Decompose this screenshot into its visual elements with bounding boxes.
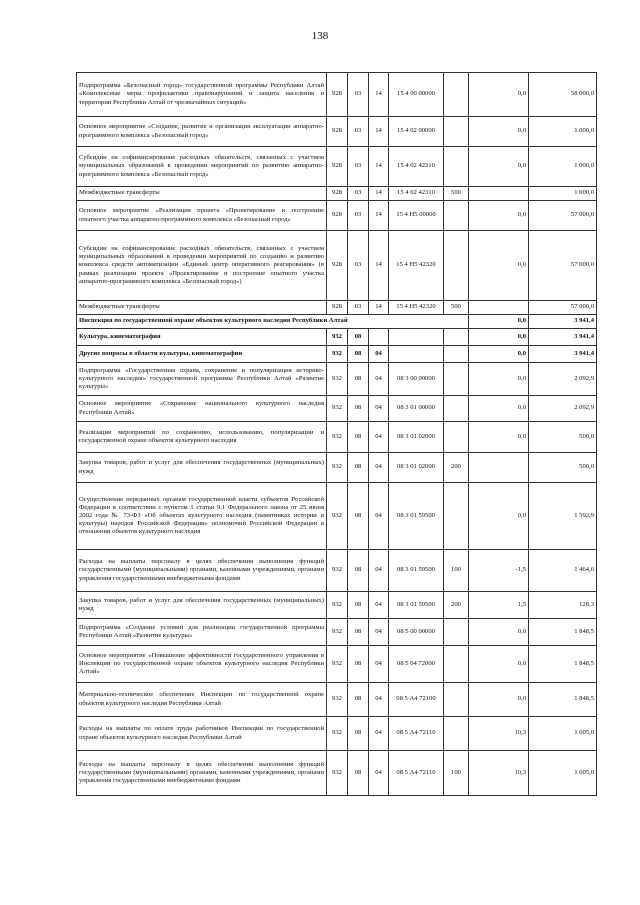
budget-table [76, 72, 597, 796]
total-amount-cell: 128,3 [529, 592, 597, 619]
table-row [77, 453, 597, 483]
admin-code-cell: 928 [327, 201, 348, 231]
expense-type-cell [444, 73, 469, 117]
expense-type-cell [444, 231, 469, 301]
admin-code-cell: 932 [327, 592, 348, 619]
section-code-cell: 03 [348, 147, 369, 187]
subsection-code-cell: 04 [369, 422, 389, 453]
target-article-cell: 15 4 02 00000 [389, 117, 444, 147]
total-amount-cell: 3 941,4 [529, 315, 597, 329]
subsection-code-cell: 04 [369, 396, 389, 422]
expense-type-cell: 100 [444, 751, 469, 796]
admin-code-cell: 932 [327, 619, 348, 646]
change-amount-cell: 1,5 [469, 592, 529, 619]
target-article-cell: 08 3 01 59500 [389, 592, 444, 619]
row-description: Подпрограмма «Создание условий для реализации государственной программы Республики Алтай «Развитие культуры» [77, 619, 327, 646]
target-article-cell: 08 3 01 59500 [389, 483, 444, 550]
row-description: Инспекция по государственной охране объектов культурного наследия Республики Алтай [77, 315, 469, 329]
subsection-code-cell: 04 [369, 646, 389, 683]
table-row [77, 683, 597, 717]
section-code-cell: 08 [348, 453, 369, 483]
subsection-code-cell: 04 [369, 751, 389, 796]
row-description: Закупка товаров, работ и услуг для обеспечения государственных (муниципальных) нужд [77, 592, 327, 619]
subsection-code-cell: 04 [369, 453, 389, 483]
expense-type-cell [444, 422, 469, 453]
change-amount-cell: 0,0 [469, 117, 529, 147]
row-description: Другие вопросы в области культуры, кинематографии [77, 346, 327, 363]
total-amount-cell: 1 000,0 [529, 187, 597, 201]
table-row [77, 363, 597, 396]
table-row [77, 187, 597, 201]
total-amount-cell: 3 941,4 [529, 346, 597, 363]
subsection-code-cell: 04 [369, 683, 389, 717]
admin-code-cell: 932 [327, 550, 348, 592]
expense-type-cell: 500 [444, 301, 469, 315]
change-amount-cell: 0,0 [469, 363, 529, 396]
admin-code-cell: 932 [327, 422, 348, 453]
admin-code-cell: 932 [327, 483, 348, 550]
row-description: Расходы на выплаты по оплате труда работников Инспекции по государственной охране объектов культурного наследия Республики Алтай [77, 717, 327, 751]
section-code-cell: 08 [348, 329, 369, 346]
row-description: Осуществление переданных органам государственной власти субъектов Российской Федерации в соответствии с пунктом 1 статьи 9.1 Федерального закона от 25 июня 2002 года № 73-ФЗ «Об объектах культурного наследия (памятниках истории и культуры) народов Российской Федерации» полномочий Российской Федерации в отношении объектов культурного наследия [77, 483, 327, 550]
table-row [77, 201, 597, 231]
subsection-code-cell: 04 [369, 483, 389, 550]
subsection-code-cell: 14 [369, 301, 389, 315]
row-description: Субсидии на софинансирование расходных обязательств, связанных с участием муниципальных образований в проведении мероприятий по созданию и развитию комплекса средств автоматизации «Единый центр оперативного реагирования» (в рамках реализации проекта «Проектирование и построение опытного участка аппаратно-программного комплекса «Безопасный город») [77, 231, 327, 301]
expense-type-cell [444, 717, 469, 751]
total-amount-cell: 3 941,4 [529, 329, 597, 346]
total-amount-cell: 1 592,9 [529, 483, 597, 550]
table-row [77, 147, 597, 187]
total-amount-cell: 57 000,0 [529, 301, 597, 315]
total-amount-cell: 1 848,5 [529, 619, 597, 646]
change-amount-cell: 0,0 [469, 683, 529, 717]
expense-type-cell [444, 483, 469, 550]
section-code-cell: 08 [348, 396, 369, 422]
target-article-cell: 08 3 01 00000 [389, 396, 444, 422]
total-amount-cell: 1 464,6 [529, 550, 597, 592]
section-code-cell: 03 [348, 301, 369, 315]
subsection-code-cell: 04 [369, 619, 389, 646]
table-row [77, 396, 597, 422]
target-article-cell: 08 5 А4 72100 [389, 683, 444, 717]
row-description: Основное мероприятие «Создание, развитие и организация эксплуатации аппаратно-программного комплекса «Безопасный город» [77, 117, 327, 147]
admin-code-cell: 928 [327, 231, 348, 301]
total-amount-cell: 58 000,0 [529, 73, 597, 117]
row-description: Основное мероприятие «Сохранение национального культурного наследия Республики Алтай» [77, 396, 327, 422]
admin-code-cell: 928 [327, 117, 348, 147]
total-amount-cell: 500,0 [529, 453, 597, 483]
expense-type-cell [444, 646, 469, 683]
section-code-cell: 08 [348, 751, 369, 796]
row-description: Расходы на выплаты персоналу в целях обеспечения выполнения функций государственными (муниципальными) органами, казенными учреждениями, органами управления государственными внебюджетными фондами [77, 751, 327, 796]
target-article-cell [389, 346, 444, 363]
target-article-cell: 15 4 00 00000 [389, 73, 444, 117]
row-description: Субсидии на софинансирование расходных обязательств, связанных с участием муниципальных образований в проведении мероприятий по развитию аппаратно-программного комплекса «Безопасный город» [77, 147, 327, 187]
target-article-cell: 08 5 А4 72110 [389, 717, 444, 751]
expense-type-cell [444, 396, 469, 422]
total-amount-cell: 1 848,5 [529, 646, 597, 683]
page-number: 138 [311, 30, 329, 42]
expense-type-cell [444, 329, 469, 346]
table-row [77, 231, 597, 301]
change-amount-cell: 0,0 [469, 329, 529, 346]
subsection-code-cell: 14 [369, 187, 389, 201]
change-amount-cell: 0,0 [469, 73, 529, 117]
subsection-code-cell: 04 [369, 592, 389, 619]
target-article-cell: 15 4 Н5 00000 [389, 201, 444, 231]
target-article-cell: 15 4 Н5 42320 [389, 301, 444, 315]
row-description: Основное мероприятие «Реализация проекта «Проектирование и построение опытного участка аппаратно-программного комплекса «Безопасный город» [77, 201, 327, 231]
row-description: Подпрограмма «Безопасный город» государственной программы Республики Алтай «Комплексные меры профилактики правонарушений и защита населения и территории Республики Алтай от чрезвычайных ситуаций» [77, 73, 327, 117]
section-code-cell: 03 [348, 73, 369, 117]
section-code-cell: 08 [348, 422, 369, 453]
change-amount-cell: 0,0 [469, 231, 529, 301]
change-amount-cell: 0,0 [469, 483, 529, 550]
expense-type-cell: 200 [444, 453, 469, 483]
expense-type-cell [444, 619, 469, 646]
admin-code-cell: 928 [327, 147, 348, 187]
change-amount-cell [469, 187, 529, 201]
admin-code-cell: 928 [327, 73, 348, 117]
admin-code-cell: 932 [327, 363, 348, 396]
change-amount-cell: 10,3 [469, 751, 529, 796]
expense-type-cell [444, 683, 469, 717]
admin-code-cell: 932 [327, 646, 348, 683]
target-article-cell [389, 329, 444, 346]
section-code-cell: 03 [348, 187, 369, 201]
subsection-code-cell: 14 [369, 147, 389, 187]
target-article-cell: 08 5 А4 72110 [389, 751, 444, 796]
subsection-code-cell: 04 [369, 346, 389, 363]
subsection-code-cell: 14 [369, 201, 389, 231]
subsection-code-cell: 04 [369, 717, 389, 751]
table-row [77, 422, 597, 453]
total-amount-cell: 2 092,9 [529, 396, 597, 422]
section-code-cell: 08 [348, 550, 369, 592]
target-article-cell: 08 3 01 02000 [389, 453, 444, 483]
row-description: Реализация мероприятий по сохранению, использованию, популяризации и государственной охране объектов культурного наследия [77, 422, 327, 453]
subsection-code-cell: 04 [369, 550, 389, 592]
admin-code-cell: 932 [327, 751, 348, 796]
subsection-code-cell: 14 [369, 73, 389, 117]
admin-code-cell: 932 [327, 329, 348, 346]
table-row [77, 592, 597, 619]
table-row [77, 346, 597, 363]
change-amount-cell: 0,0 [469, 619, 529, 646]
change-amount-cell [469, 453, 529, 483]
expense-type-cell: 200 [444, 592, 469, 619]
admin-code-cell: 928 [327, 301, 348, 315]
expense-type-cell [444, 117, 469, 147]
table-row [77, 73, 597, 117]
subsection-code-cell: 14 [369, 117, 389, 147]
total-amount-cell: 57 000,0 [529, 201, 597, 231]
row-description: Подпрограмма «Государственная охрана, сохранение и популяризация историко-культурного наследия» государственной программы Республики Алтай «Развитие культуры» [77, 363, 327, 396]
admin-code-cell: 932 [327, 346, 348, 363]
target-article-cell: 08 3 01 02000 [389, 422, 444, 453]
table-row [77, 483, 597, 550]
change-amount-cell: 0,0 [469, 201, 529, 231]
target-article-cell: 08 3 01 59500 [389, 550, 444, 592]
section-code-cell: 08 [348, 646, 369, 683]
admin-code-cell: 932 [327, 683, 348, 717]
total-amount-cell: 1 000,0 [529, 117, 597, 147]
total-amount-cell: 1 605,0 [529, 717, 597, 751]
section-code-cell: 08 [348, 619, 369, 646]
section-code-cell: 08 [348, 363, 369, 396]
subsection-code-cell: 14 [369, 231, 389, 301]
table-row [77, 315, 597, 329]
table-row [77, 301, 597, 315]
target-article-cell: 08 5 00 00000 [389, 619, 444, 646]
admin-code-cell: 928 [327, 187, 348, 201]
section-code-cell: 03 [348, 231, 369, 301]
admin-code-cell: 932 [327, 396, 348, 422]
table-row [77, 717, 597, 751]
change-amount-cell [469, 301, 529, 315]
expense-type-cell [444, 201, 469, 231]
expense-type-cell: 100 [444, 550, 469, 592]
section-code-cell: 08 [348, 346, 369, 363]
change-amount-cell: -1,5 [469, 550, 529, 592]
section-code-cell: 03 [348, 201, 369, 231]
row-description: Межбюджетные трансферты [77, 187, 327, 201]
table-row [77, 550, 597, 592]
section-code-cell: 08 [348, 683, 369, 717]
row-description: Основное мероприятие «Повышение эффективности государственного управления в Инспекции по государственной охране объектов культурного наследия Республики Алтай» [77, 646, 327, 683]
section-code-cell: 03 [348, 117, 369, 147]
total-amount-cell: 57 000,0 [529, 231, 597, 301]
subsection-code-cell [369, 329, 389, 346]
total-amount-cell: 2 092,9 [529, 363, 597, 396]
change-amount-cell: 0,0 [469, 346, 529, 363]
expense-type-cell: 500 [444, 187, 469, 201]
table-row [77, 646, 597, 683]
table-row [77, 751, 597, 796]
total-amount-cell: 1 848,5 [529, 683, 597, 717]
row-description: Материально-техническое обеспечение Инспекции по государственной охране объектов культурного наследия Республики Алтай [77, 683, 327, 717]
row-description: Расходы на выплаты персоналу в целях обеспечения выполнения функций государственными (муниципальными) органами, казенными учреждениями, органами управления государственными внебюджетными фондами [77, 550, 327, 592]
change-amount-cell: 0,0 [469, 147, 529, 187]
target-article-cell: 15 4 02 42310 [389, 147, 444, 187]
target-article-cell: 15 4 Н5 42320 [389, 231, 444, 301]
row-description: Культура, кинематография [77, 329, 327, 346]
total-amount-cell: 1 000,0 [529, 147, 597, 187]
section-code-cell: 08 [348, 592, 369, 619]
target-article-cell: 08 3 00 00000 [389, 363, 444, 396]
row-description: Закупка товаров, работ и услуг для обеспечения государственных (муниципальных) нужд [77, 453, 327, 483]
change-amount-cell: 0,0 [469, 422, 529, 453]
expense-type-cell [444, 147, 469, 187]
target-article-cell: 08 5 04 72000 [389, 646, 444, 683]
expense-type-cell [444, 346, 469, 363]
subsection-code-cell: 04 [369, 363, 389, 396]
change-amount-cell: 10,3 [469, 717, 529, 751]
table-row [77, 329, 597, 346]
total-amount-cell: 1 605,0 [529, 751, 597, 796]
admin-code-cell: 932 [327, 453, 348, 483]
table-row [77, 117, 597, 147]
total-amount-cell: 500,0 [529, 422, 597, 453]
change-amount-cell: 0,0 [469, 646, 529, 683]
section-code-cell: 08 [348, 483, 369, 550]
target-article-cell: 15 4 02 42310 [389, 187, 444, 201]
change-amount-cell: 0,0 [469, 315, 529, 329]
table-row [77, 619, 597, 646]
expense-type-cell [444, 363, 469, 396]
section-code-cell: 08 [348, 717, 369, 751]
row-description: Межбюджетные трансферты [77, 301, 327, 315]
change-amount-cell: 0,0 [469, 396, 529, 422]
admin-code-cell: 932 [327, 717, 348, 751]
